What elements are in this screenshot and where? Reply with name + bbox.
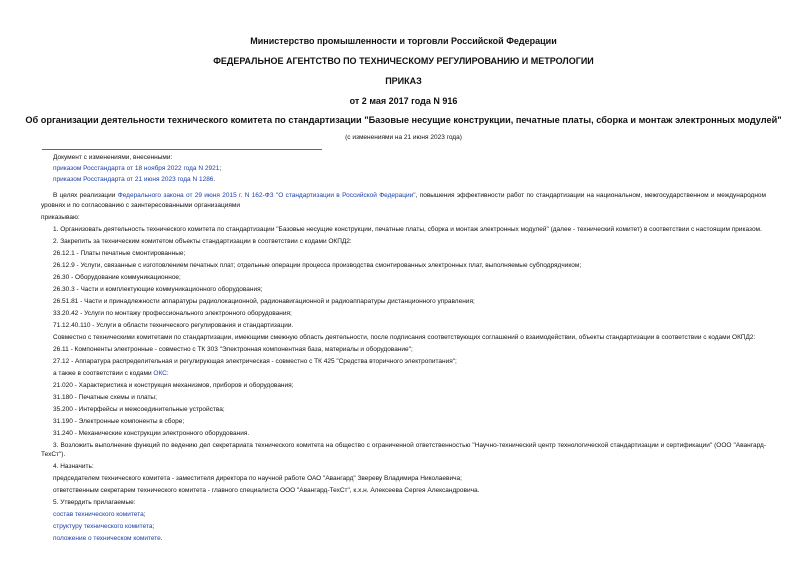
attachment-item xyxy=(41,522,766,532)
amendment-line xyxy=(53,175,221,186)
oks-intro xyxy=(41,369,766,379)
divider-line xyxy=(42,149,322,150)
oks-code-item: 31.240 - Механические конструкции электронного оборудования. xyxy=(53,429,250,437)
amendment-suffix: ; xyxy=(219,164,222,172)
okpd2-code-item: 26.30.3 - Части и комплектующие коммуникационного оборудования; xyxy=(53,285,263,293)
okpd2-code-item: 26.51.81 - Части и принадлежности аппаратуры радиолокационной, радионавигационной и радиоаппаратуры дистанционного управления; xyxy=(53,297,475,305)
oks-prefix: а также в соответствии с кодами xyxy=(53,369,154,377)
secretary-appointment: ответственным секретарем технического комитета - главного специалиста ООО "Авангард-ТехСт", к.х.н. Алексеева Сергея Александровича. xyxy=(53,487,480,494)
amendment-link-2022[interactable]: приказом Росстандарта от 18 ноября 2022 года N 2921 xyxy=(53,164,220,172)
clause-3: 3. Возложить выполнение функций по ведению дел секретариата технического комитета на общество с ограниченной ответственностью "Научно-технический центр технологической стандартизации и сертификации" (ООО "Авангард-ТехСт"). xyxy=(41,441,766,458)
oks-suffix: : xyxy=(166,369,169,377)
amendment-suffix: . xyxy=(213,175,216,183)
document-body xyxy=(41,191,766,546)
okpd2-code-item: 71.12.40.110 - Услуги в области технического регулирования и стандартизации. xyxy=(53,321,294,329)
okpd2-code-item: 33.20.42 - Услуги по монтажу профессионального электронного оборудования; xyxy=(53,309,292,317)
clause-1: 1. Организовать деятельность технического комитета по стандартизации "Базовые несущие конструкции, печатные платы, сборка и монтаж электронных модулей" (далее - технический комитет) в соответствии с настоящим приказом. xyxy=(53,225,762,233)
clause-2: 2. Закрепить за техническим комитетом объекты стандартизации в соответствии с кодами ОКПД2: xyxy=(53,237,352,245)
federal-law-link[interactable]: Федерального закона от 29 июня 2015 г. N 162-ФЗ "О стандартизации в Российской Федерации" xyxy=(117,192,416,199)
committee-regulation-link[interactable]: положение о техническом комитете xyxy=(53,535,161,542)
document-date-number: от 2 мая 2017 года N 916 xyxy=(349,96,458,106)
attachment-item xyxy=(41,534,766,544)
committee-structure-link[interactable]: структуру технического комитета xyxy=(53,523,153,530)
amendments-block xyxy=(53,153,221,185)
okpd2-code-item: 26.30 - Оборудование коммуникационное; xyxy=(53,273,181,281)
preamble-text: В целях реализации xyxy=(53,192,118,199)
clause-5: 5. Утвердить прилагаемые: xyxy=(53,499,136,506)
oks-code-item: 21.020 - Характеристика и конструкция механизмов, приборов и оборудования; xyxy=(53,381,294,389)
preamble xyxy=(41,191,766,210)
committee-composition-link[interactable]: состав технического комитета xyxy=(53,511,144,518)
okpd2-code-item: 26.12.1 - Платы печатные смонтированные; xyxy=(53,249,186,257)
joint-standardization-intro: Совместно с техническими комитетами по стандартизации, имеющими смежную область деятельности, после подписания соответствующих соглашений о взаимодействии, объекты стандартизации в соответствии с кодами ОКПД2: xyxy=(53,333,756,341)
order-word: приказываю: xyxy=(41,213,80,221)
amendment-link-2023[interactable]: приказом Росстандарта от 21 июня 2023 года N 1286 xyxy=(53,175,214,183)
joint-code-item: 26.11 - Компоненты электронные - совместно с ТК 303 "Электронная компонентная база, материалы и оборудование"; xyxy=(53,345,413,353)
joint-code-item: 27.12 - Аппаратура распределительная и регулирующая электрическая - совместно с ТК 425 "Средства вторичного электропитания"; xyxy=(53,357,457,365)
oks-code-item: 31.190 - Электронные компоненты в сборе; xyxy=(53,417,185,425)
oks-code-item: 31.180 - Печатные схемы и платы; xyxy=(53,393,157,401)
amendment-line xyxy=(53,164,221,175)
preamble-text: , повышения эффективности работ по стандартизации на национальном, межгосударственном и международном уровнях и по согласованию с заинтересованными организациями xyxy=(41,192,767,209)
clause-4: 4. Назначить: xyxy=(53,463,94,470)
agency-name: ФЕДЕРАЛЬНОЕ АГЕНТСТВО ПО ТЕХНИЧЕСКОМУ РЕГУЛИРОВАНИЮ И МЕТРОЛОГИИ xyxy=(213,56,594,66)
revision-note: (с изменениями на 21 июня 2023 года) xyxy=(345,134,462,141)
document-title: Об организации деятельности технического комитета по стандартизации "Базовые несущие конструкции, печатные платы, сборка и монтаж электронных модулей" xyxy=(25,115,782,125)
oks-link[interactable]: ОКС xyxy=(153,369,167,377)
okpd2-code-item: 26.12.9 - Услуги, связанные с изготовлением печатных плат; отдельные операции процесса производства смонтированных электронных плат, выполняемые субподрядчиком; xyxy=(53,261,582,269)
attachment-suffix: . xyxy=(160,535,163,542)
attachment-suffix: ; xyxy=(143,511,146,518)
document-type: ПРИКАЗ xyxy=(385,76,422,86)
amendments-intro: Документ с изменениями, внесенными: xyxy=(53,154,173,161)
attachment-suffix: ; xyxy=(152,523,155,530)
attachment-item xyxy=(41,510,766,520)
ministry-name: Министерство промышленности и торговли Российской Федерации xyxy=(250,36,557,46)
chair-appointment: председателем технического комитета - заместителя директора по научной работе ОАО "Авангард" Звереву Владимира Николаевича; xyxy=(53,475,462,482)
oks-code-item: 35.200 - Интерфейсы и межсоединительные устройства; xyxy=(53,405,225,413)
